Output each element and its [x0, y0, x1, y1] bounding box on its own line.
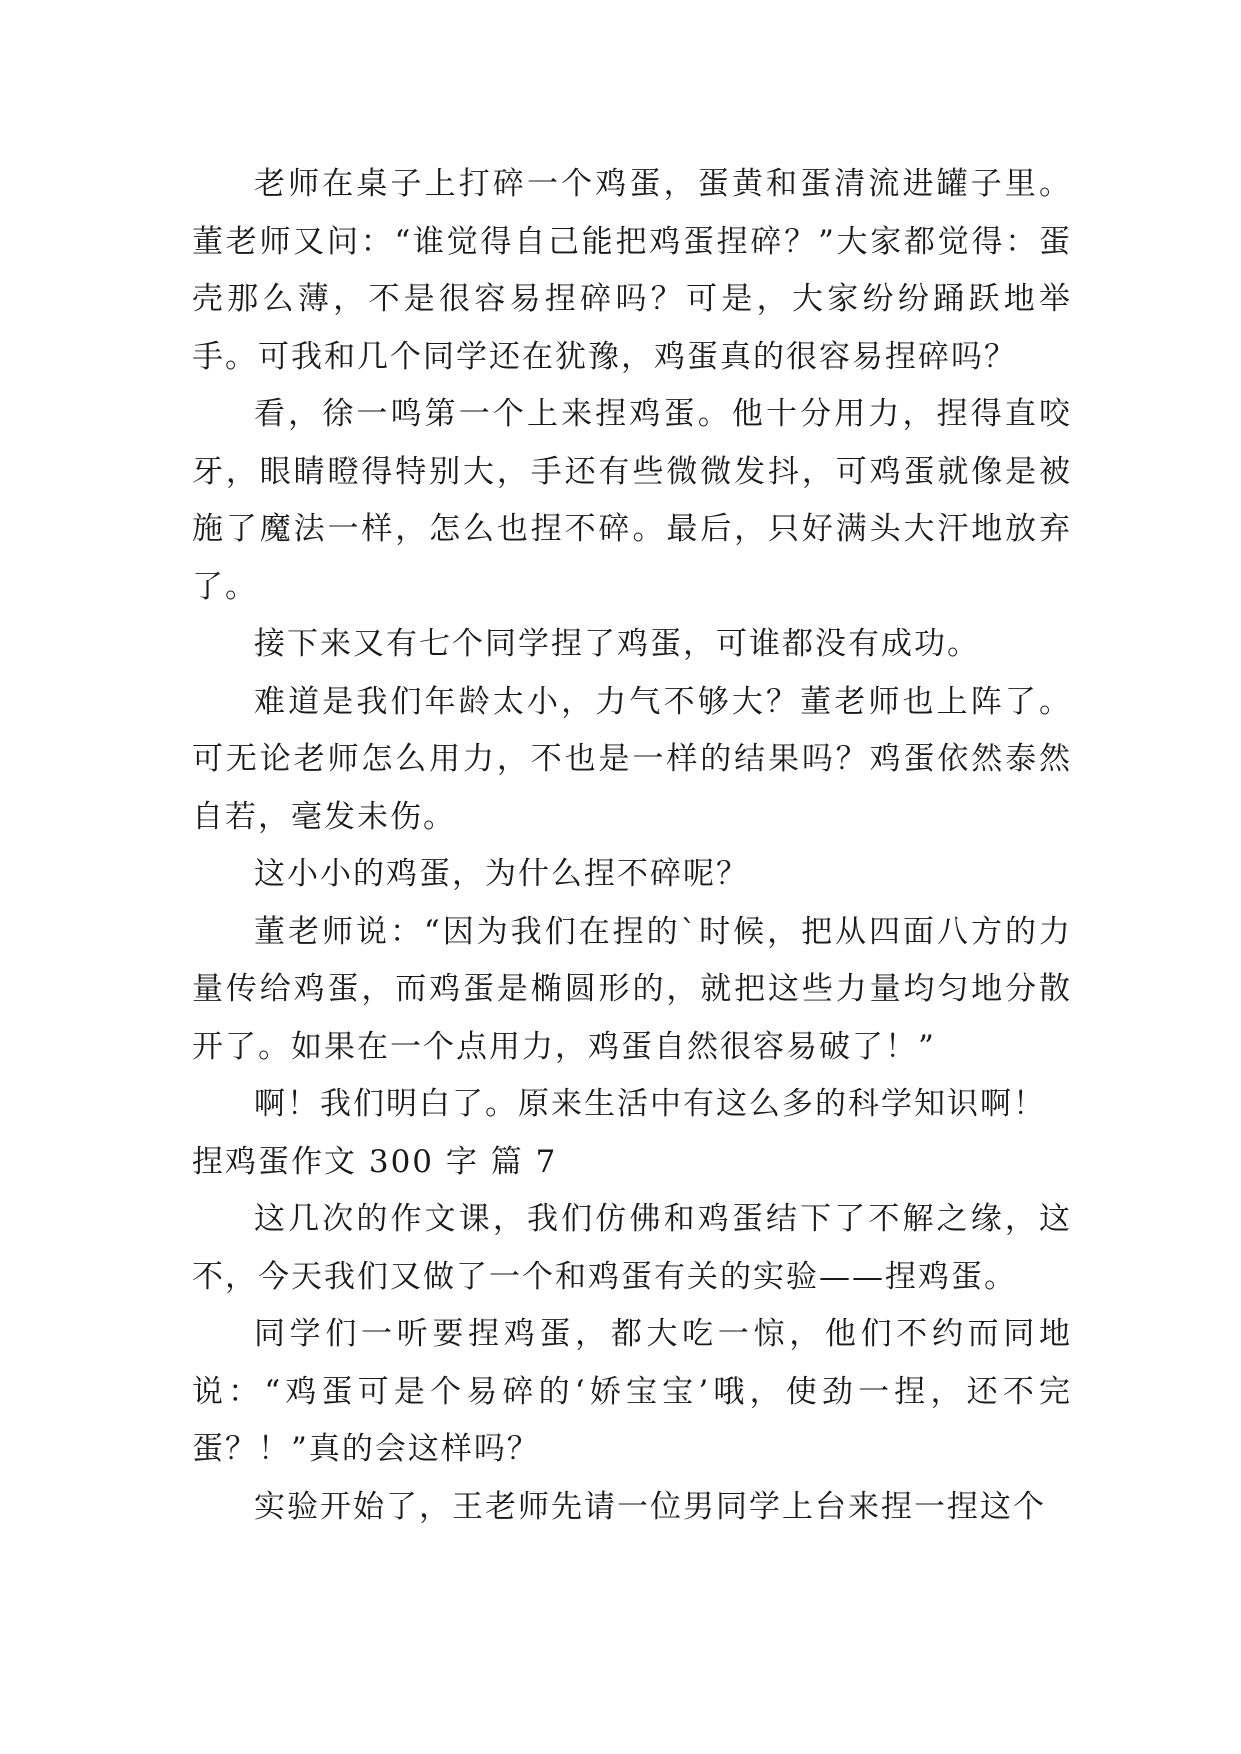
paragraph: 董老师说：“因为我们在捏的`时候，把从四面八方的力量传给鸡蛋，而鸡蛋是椭圆形的，就把这些力量均匀地分散开了。如果在一个点用力，鸡蛋自然很容易破了！”: [192, 913, 1072, 1065]
paragraph: 接下来又有七个同学捏了鸡蛋，可谁都没有成功。: [254, 626, 980, 662]
paragraph: 啊！我们明白了。原来生活中有这么多的科学知识啊！: [254, 1086, 1046, 1122]
paragraph: 同学们一听要捏鸡蛋，都大吃一惊，他们不约而同地说：“鸡蛋可是个易碎的‘娇宝宝’哦，使劲一捏，还不完蛋？！”真的会这样吗？: [192, 1316, 1072, 1467]
section-heading: 捏鸡蛋作文 300 字 篇 7: [192, 1143, 558, 1180]
paragraph: 这小小的鸡蛋，为什么捏不碎呢？: [254, 856, 749, 892]
document-body: [192, 156, 1072, 1536]
paragraph: 这几次的作文课，我们仿佛和鸡蛋结下了不解之缘，这不，今天我们又做了一个和鸡蛋有关的实验——捏鸡蛋。: [192, 1201, 1072, 1295]
paragraph: 难道是我们年龄太小，力气不够大？董老师也上阵了。可无论老师怎么用力，不也是一样的结果吗？鸡蛋依然泰然自若，毫发未伤。: [192, 683, 1072, 835]
paragraph: 实验开始了，王老师先请一位男同学上台来捏一捏这个: [254, 1488, 1046, 1525]
paragraph: 老师在桌子上打碎一个鸡蛋，蛋黄和蛋清流进罐子里。董老师又问：“谁觉得自己能把鸡蛋捏碎？”大家都觉得：蛋壳那么薄，不是很容易捏碎吗？可是，大家纷纷踊跃地举手。可我和几个同学还在犹豫，鸡蛋真的很容易捏碎吗？: [192, 166, 1072, 375]
paragraph: 看，徐一鸣第一个上来捏鸡蛋。他十分用力，捏得直咬牙，眼睛瞪得特别大，手还有些微微发抖，可鸡蛋就像是被施了魔法一样，怎么也捏不碎。最后，只好满头大汗地放弃了。: [192, 396, 1072, 605]
